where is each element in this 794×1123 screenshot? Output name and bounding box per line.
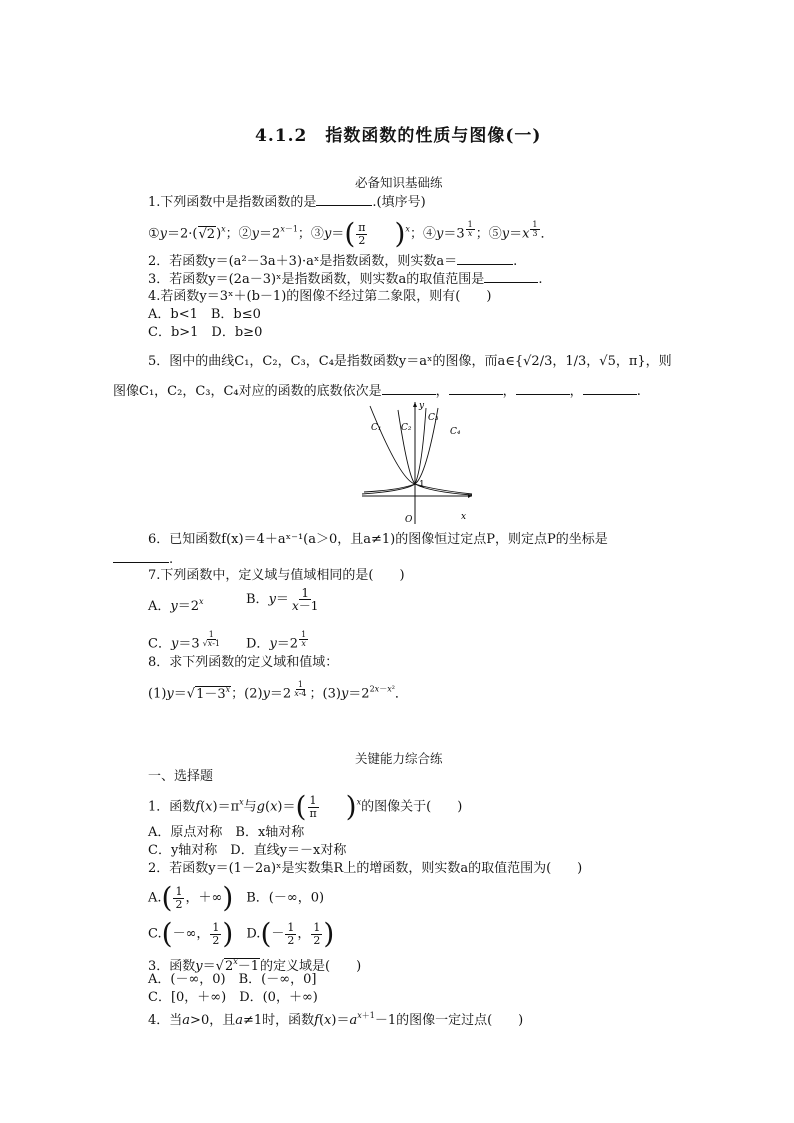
question-4-options-cd: C．b>1 D．b≥0 bbox=[148, 325, 263, 340]
question-8-items: $(1)y=√1-3^x$；(2)y＝2 $^{\frac{1}{x-4}}$ ；$(3)y=2^{2x-x^2}$． bbox=[148, 680, 408, 702]
answer-blank bbox=[583, 383, 637, 395]
choice-question-2-options-ab: A.( $\frac{1}{2}$ ，＋∞) B．(－∞，0) bbox=[148, 881, 325, 914]
question-2: 2．若函数y＝(a²－3a＋3)·aˣ是指数函数，则实数a＝ . bbox=[148, 254, 518, 269]
question-5-line-2-text: 图像C₁，C₂，C₃，C₄对应的函数的底数依次是 bbox=[113, 384, 382, 399]
question-4: 4.若函数y＝3ˣ＋(b－1)的图像不经过第二象限，则有( ) bbox=[148, 289, 492, 304]
part-heading-choice: 一、选择题 bbox=[148, 769, 214, 784]
answer-blank bbox=[484, 271, 538, 283]
answer-blank bbox=[316, 194, 372, 206]
question-5-line-2: 图像C₁，C₂，C₃，C₄对应的函数的底数依次是 ， ， ， . bbox=[113, 384, 641, 399]
choice-question-1: 1．函数$f(x)=\pi^x$与g(x)＝( $\frac{1}{\pi}$ )$^x$的图像关于( ) bbox=[148, 790, 463, 823]
label-x: x bbox=[461, 512, 467, 522]
question-4-options-ab: A．b<1 B．b≤0 bbox=[148, 307, 261, 322]
question-1-text: 1.下列函数中是指数函数的是 bbox=[148, 195, 317, 210]
section-heading-basic: 必备知识基础练 bbox=[355, 175, 443, 190]
choice-question-3-options-ab: A．(－∞，0) B．(－∞，0] bbox=[148, 972, 317, 987]
question-2-text: 2．若函数y＝(a²－3a＋3)·aˣ是指数函数，则实数a＝ bbox=[148, 254, 458, 269]
question-7-option-d: D．y＝2 $^{\frac{1}{x}}$ bbox=[246, 630, 307, 652]
question-7-option-c: C．y＝3 $^{\frac{1}{√x-1}}$ bbox=[148, 630, 221, 652]
question-6-blank-line: . bbox=[113, 551, 173, 568]
question-1-suffix: .(填序号) bbox=[372, 195, 426, 210]
curve-c3 bbox=[362, 408, 426, 494]
answer-blank bbox=[457, 253, 513, 265]
label-c1: C₁ bbox=[371, 423, 382, 433]
curve-c4 bbox=[364, 408, 438, 492]
label-y: y bbox=[419, 401, 425, 411]
question-7-option-b: B．y＝ $\frac{1}{x-1}$ bbox=[246, 586, 319, 613]
question-5-line-1: 5．图中的曲线C₁，C₂，C₃，C₄是指数函数y＝aˣ的图像，而a∈{√2/3，1/3，√5，π}，则 bbox=[148, 354, 672, 369]
answer-blank bbox=[516, 383, 570, 395]
question-3: 3．若函数y＝(2a－3)ˣ是指数函数，则实数a的取值范围是 . bbox=[148, 272, 543, 287]
label-c4: C₄ bbox=[450, 427, 461, 437]
answer-blank bbox=[382, 383, 436, 395]
choice-question-3-options-cd: C．[0，＋∞) D．(0，＋∞) bbox=[148, 990, 318, 1005]
exponential-graph bbox=[360, 398, 480, 528]
question-3-text: 3．若函数y＝(2a－3)ˣ是指数函数，则实数a的取值范围是 bbox=[148, 272, 485, 287]
answer-blank bbox=[449, 383, 503, 395]
label-one: 1 bbox=[419, 480, 425, 490]
question-1 bbox=[148, 194, 426, 211]
answer-blank bbox=[113, 551, 169, 563]
section-heading-key: 关键能力综合练 bbox=[355, 751, 443, 766]
y-axis-arrow bbox=[413, 402, 417, 407]
label-c2: C₂ bbox=[401, 423, 412, 433]
choice-question-2: 2．若函数y＝(1－2a)ˣ是实数集R上的增函数，则实数a的取值范围为( ) bbox=[148, 861, 583, 876]
question-7: 7.下列函数中，定义域与值域相同的是( ) bbox=[148, 568, 405, 583]
question-1-options: $①y=2\cdot(√2)^x$；$②y=2^{x-1}$；③y＝( $\frac{\pi}{2}$ )$^x$；④y＝3 $^{\frac{1}{x}}$ ；⑤y＝x $^{\frac{1}{3}}$ ． bbox=[148, 217, 554, 250]
choice-question-4: 4．当a>0，且a≠1时，函数$f(x)=a^{x+1}-1$的图像一定过点( ) bbox=[148, 1011, 524, 1028]
label-origin: O bbox=[405, 515, 413, 525]
choice-question-1-options-cd: C．y轴对称 D．直线y＝－x对称 bbox=[148, 843, 347, 858]
question-6: 6．已知函数f(x)＝4＋aˣ⁻¹(a＞0，且a≠1)的图像恒过定点P，则定点P的坐标是 bbox=[148, 532, 608, 547]
choice-question-2-options-cd: C.(－∞， $\frac{1}{2}$ ) D.(－ $\frac{1}{2}$ ， $\frac{1}{2}$ ) bbox=[148, 917, 335, 950]
choice-question-3: 3．函数$y=√2^x-1$的定义域是( ) bbox=[148, 957, 362, 974]
question-7-option-a: A．$y=2^x$ bbox=[148, 597, 204, 614]
page-title: 4.1.2 指数函数的性质与图像(一) bbox=[255, 126, 542, 146]
question-8: 8．求下列函数的定义域和值域： bbox=[148, 655, 339, 670]
choice-question-1-options-ab: A．原点对称 B．x轴对称 bbox=[148, 825, 305, 840]
label-c3: C₃ bbox=[428, 413, 439, 423]
